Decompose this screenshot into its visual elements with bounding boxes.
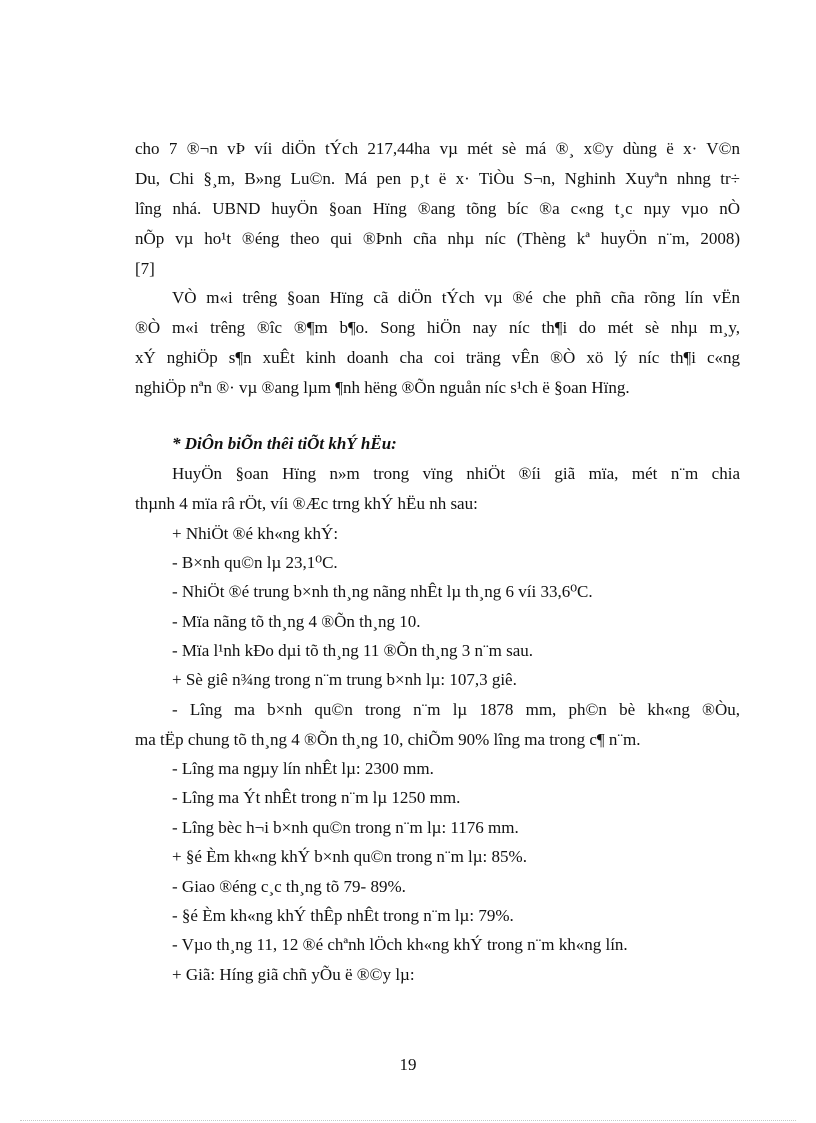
- list-item: - Mïa l¹nh kÐo dµi tõ th¸ng 11 ®Õn th¸ng 3 n¨m sau.: [172, 641, 534, 660]
- page-number: 19: [399, 1055, 417, 1074]
- list-item: - Lîng bèc h¬i b×nh qu©n trong n¨m lµ: 1176 mm.: [172, 818, 519, 837]
- paragraph-line: ma tËp chung tõ th¸ng 4 ®Õn th¸ng 10, chiÕm 90% lîng ma trong c¶ n¨m.: [135, 730, 641, 749]
- list-item: - Lîng ma ngµy lín nhÊt lµ: 2300 mm.: [172, 759, 434, 778]
- citation-ref: [7]: [135, 259, 155, 278]
- paragraph-line: HuyÖn §oan Hïng n»m trong vïng nhiÖt ®íi giã mïa, mét n¨m chia: [172, 464, 740, 483]
- list-item: + NhiÖt ®é kh«ng khÝ:: [172, 524, 339, 543]
- list-item: + §é Èm kh«ng khÝ b×nh qu©n trong n¨m lµ: 85%.: [172, 847, 527, 866]
- paragraph-line: ®Ò m«i trêng ®îc ®¶m b¶o. Song hiÖn nay níc th¶i do mét sè nhµ m¸y,: [135, 318, 740, 337]
- footer-divider: [20, 1120, 796, 1121]
- list-item: + Giã: Híng giã chñ yÕu ë ®©y lµ:: [172, 965, 415, 984]
- section-heading: * DiÔn biÕn thêi tiÕt khÝ hËu:: [172, 434, 397, 453]
- list-item: - Giao ®éng c¸c th¸ng tõ 79- 89%.: [172, 877, 406, 896]
- paragraph-line: - Lîng ma b×nh qu©n trong n¨m lµ 1878 mm, ph©n bè kh«ng ®Òu,: [172, 700, 740, 719]
- paragraph-line: Du, Chi §¸m, B»ng Lu©n. Má pen p¸t ë x· TiÒu S¬n, Nghinh Xuyªn nhng tr÷: [135, 169, 740, 188]
- list-item: - Vµo th¸ng 11, 12 ®é chªnh lÖch kh«ng khÝ trong n¨m kh«ng lín.: [172, 935, 628, 954]
- paragraph-line: xÝ nghiÖp s¶n xuÊt kinh doanh cha coi träng vÊn ®Ò xö lý níc th¶i c«ng: [135, 348, 740, 367]
- paragraph-line: lîng nhá. UBND huyÖn §oan Hïng ®ang tõng bíc ®a c«ng t¸c nµy vµo nÒ: [135, 199, 740, 218]
- list-item: + Sè giê n¾ng trong n¨m trung b×nh lµ: 107,3 giê.: [172, 670, 517, 689]
- paragraph-line: VÒ m«i trêng §oan Hïng cã diÖn tÝch vµ ®é che phñ cña rõng lín vËn: [172, 288, 740, 307]
- list-item: - NhiÖt ®é trung b×nh th¸ng nãng nhÊt lµ th¸ng 6 víi 33,6⁰C.: [172, 582, 593, 601]
- list-item: - §é Èm kh«ng khÝ thÊp nhÊt trong n¨m lµ: 79%.: [172, 906, 514, 925]
- list-item: - Lîng ma Ýt nhÊt trong n¨m lµ 1250 mm.: [172, 788, 461, 807]
- list-item: - Mïa nãng tõ th¸ng 4 ®Õn th¸ng 10.: [172, 612, 421, 631]
- paragraph-line: nghiÖp nªn ®· vµ ®ang lµm ¶nh hëng ®Õn nguån níc s¹ch ë §oan Hïng.: [135, 378, 630, 397]
- paragraph-line: cho 7 ®¬n vÞ víi diÖn tÝch 217,44ha vµ mét sè má ®¸ x©y dùng ë x· V©n: [135, 139, 740, 158]
- paragraph-line: nÕp vµ ho¹t ®éng theo qui ®Þnh cña nhµ níc (Thèng kª huyÖn n¨m, 2008): [135, 229, 740, 248]
- list-item: - B×nh qu©n lµ 23,1⁰C.: [172, 553, 338, 572]
- paragraph-line: thµnh 4 mïa râ rÖt, víi ®Æc trng khÝ hËu nh sau:: [135, 494, 478, 513]
